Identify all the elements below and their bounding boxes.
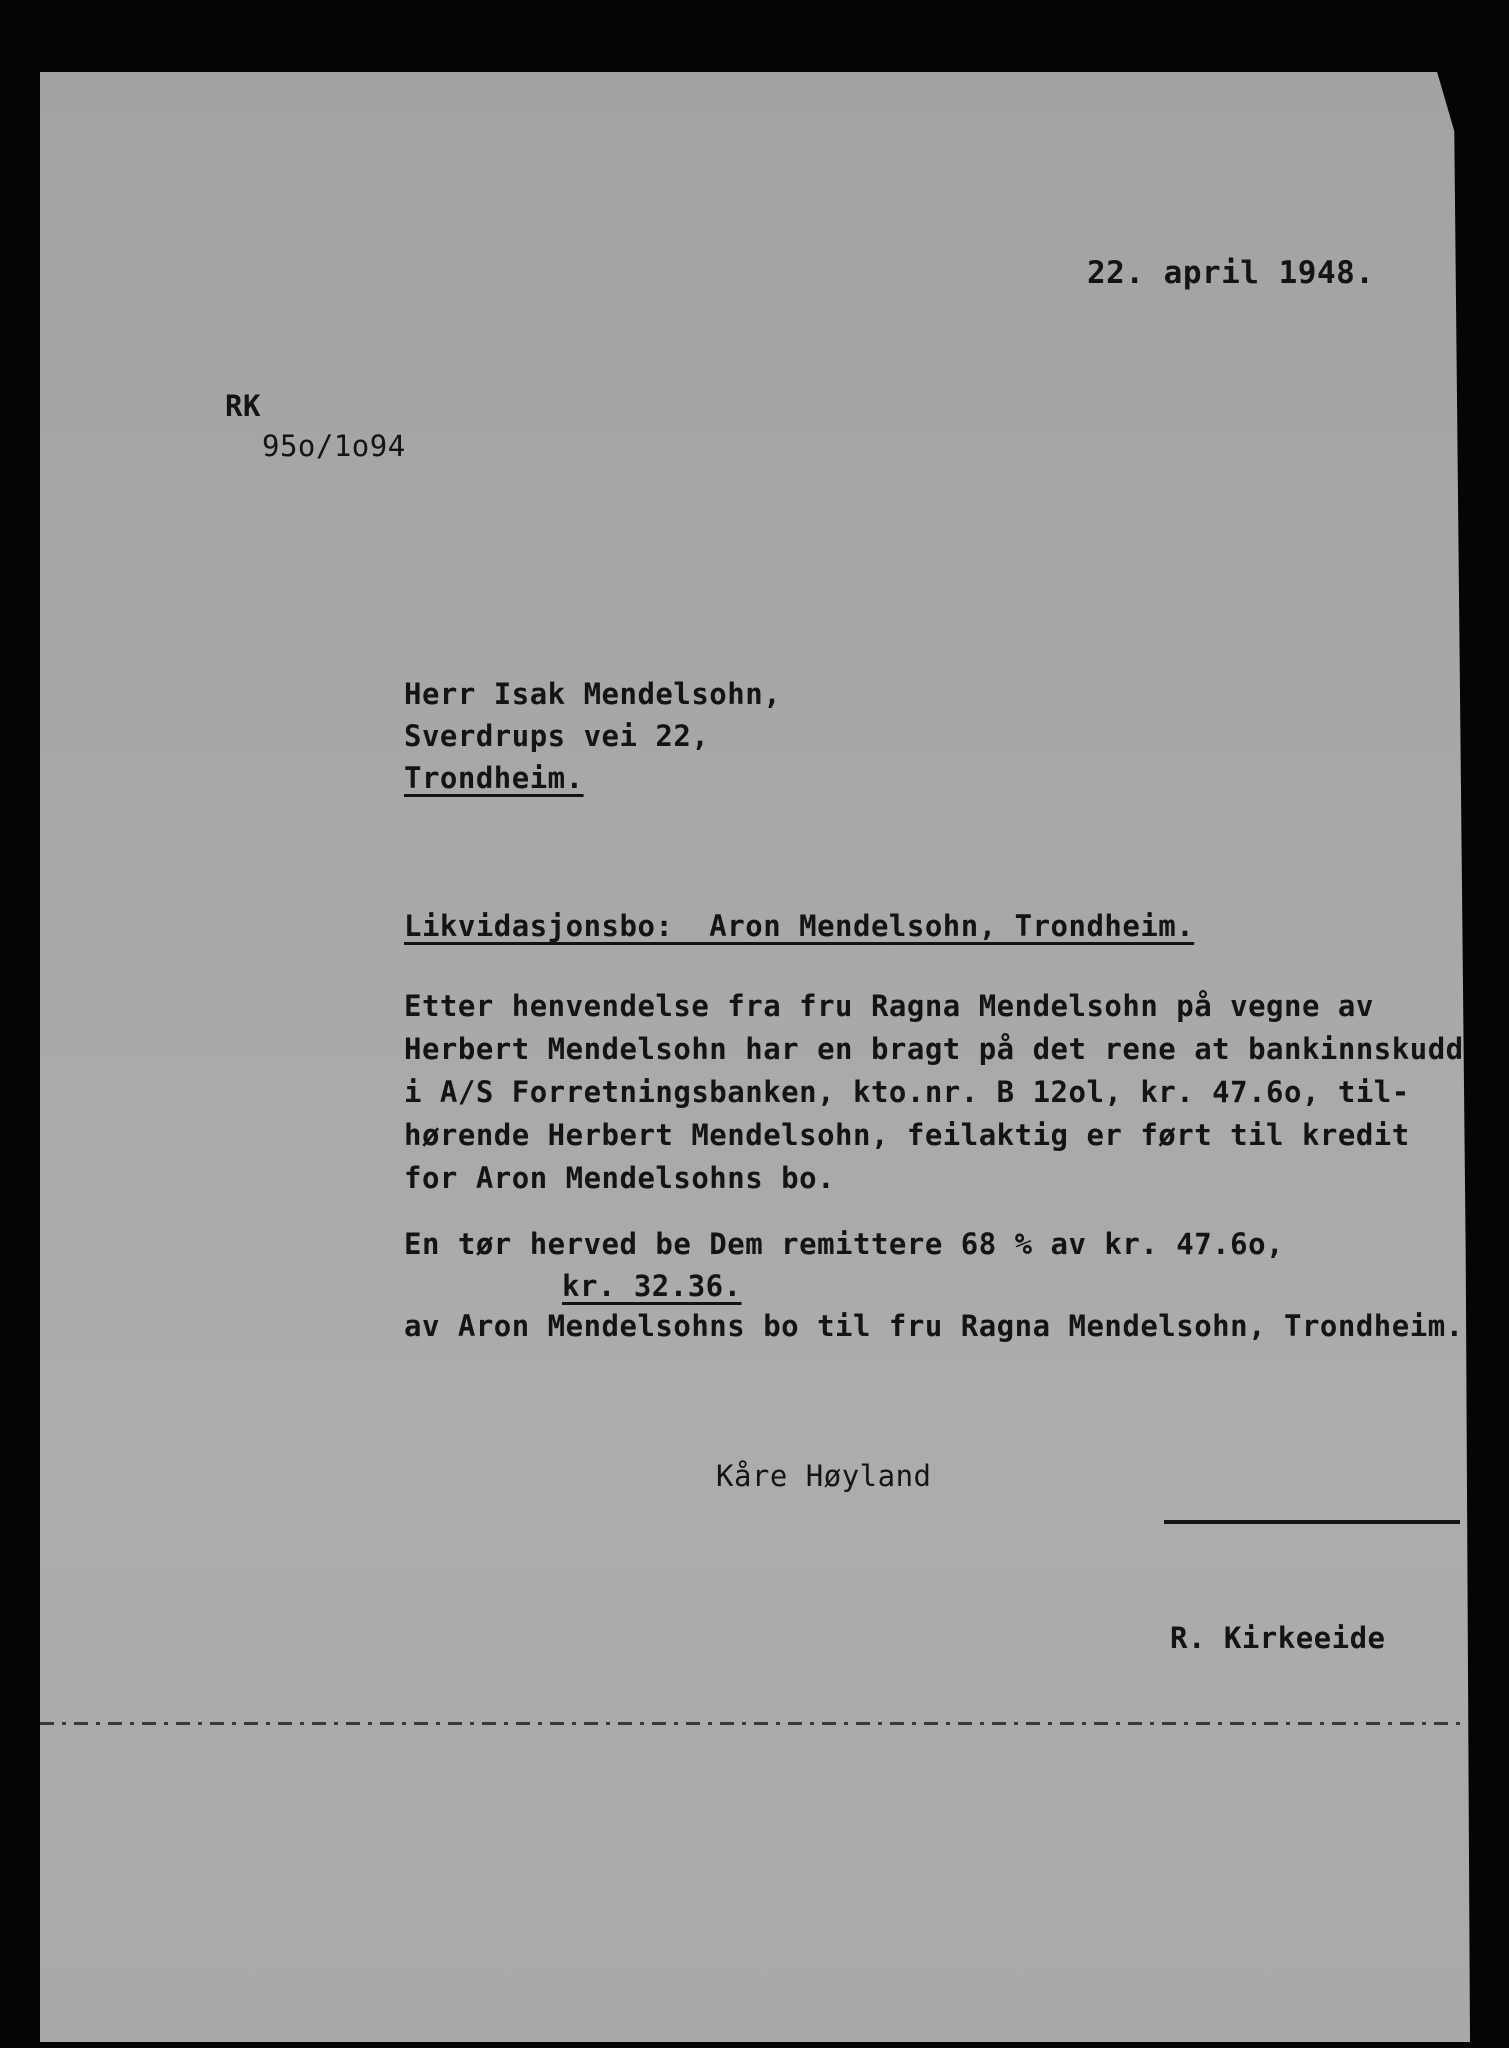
subject-line: Likvidasjonsbo: Aron Mendelsohn, Trondheim. <box>404 909 1195 943</box>
reference-number: 95o/1o94 <box>262 429 406 463</box>
signature-name: Kåre Høyland <box>716 1459 932 1493</box>
body-line: i A/S Forretningsbanken, kto.nr. B 12ol, kr. 47.6o, til- <box>404 1075 1410 1109</box>
remittance-amount: kr. 32.36. <box>562 1269 742 1303</box>
letter-date: 22. april 1948. <box>1087 255 1375 291</box>
recipient-name: Herr Isak Mendelsohn, <box>404 677 782 711</box>
recipient-street: Sverdrups vei 22, <box>404 719 710 753</box>
recipient-city: Trondheim. <box>404 761 584 795</box>
body-line: for Aron Mendelsohns bo. <box>404 1161 836 1195</box>
reference-code: RK <box>225 389 261 423</box>
signature-name-secondary: R. Kirkeeide <box>1170 1621 1386 1655</box>
body-line: Etter henvendelse fra fru Ragna Mendelsohn på vegne av <box>404 989 1374 1023</box>
request-line: En tør herved be Dem remittere 68 % av kr. 47.6o, <box>404 1227 1285 1261</box>
perforation-line <box>40 1722 1460 1725</box>
request-line: av Aron Mendelsohns bo til fru Ragna Mendelsohn, Trondheim. <box>404 1309 1464 1343</box>
body-line: Herbert Mendelsohn har en bragt på det rene at bankinnskudd <box>404 1032 1464 1066</box>
body-line: hørende Herbert Mendelsohn, feilaktig er ført til kredit <box>404 1118 1410 1152</box>
signature-rule <box>1164 1520 1460 1524</box>
